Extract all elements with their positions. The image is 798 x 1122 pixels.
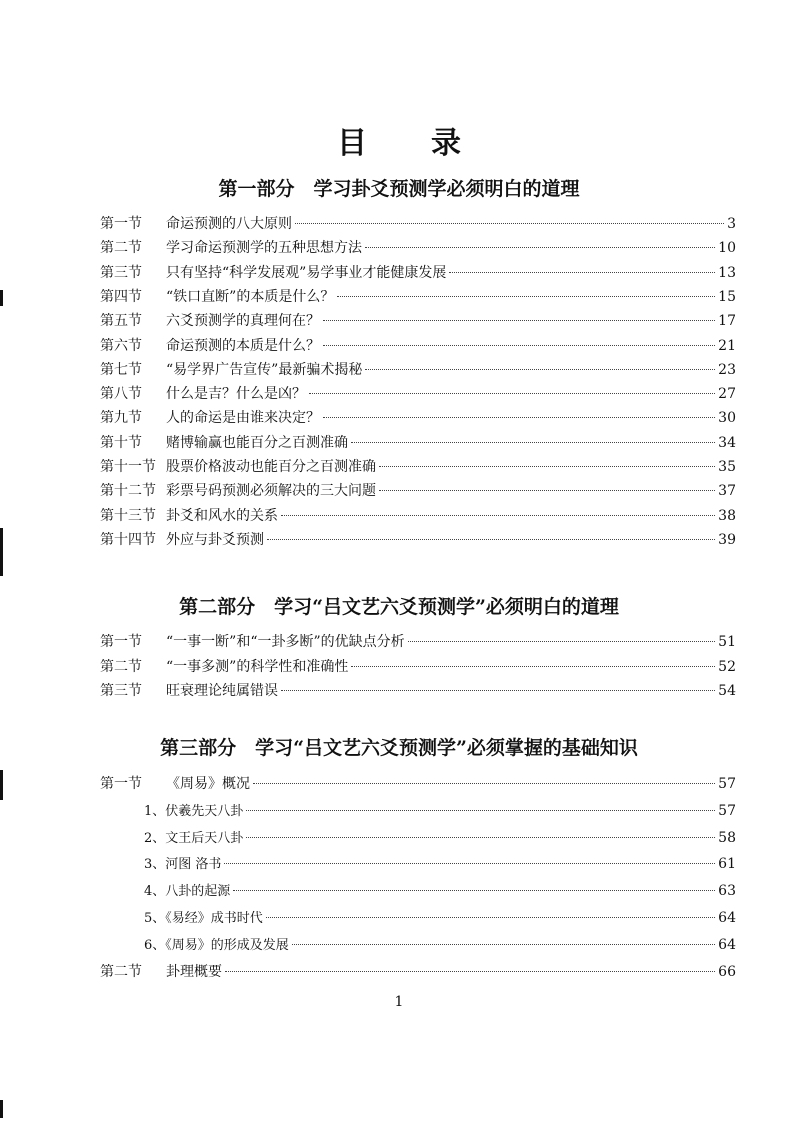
- dot-leader: [351, 442, 715, 443]
- dot-leader: [337, 296, 715, 297]
- toc-entry-title: 3、河图 洛书: [144, 857, 222, 873]
- toc-entry-title: 1、伏羲先天八卦: [144, 803, 244, 819]
- toc-page-number: 57: [718, 802, 736, 819]
- dot-leader: [233, 890, 715, 891]
- toc-page-number: 58: [718, 829, 736, 846]
- toc-entry: [144, 934, 736, 956]
- dot-leader: [225, 971, 715, 972]
- toc-section-label: 第三节: [100, 264, 142, 281]
- dot-leader: [323, 345, 715, 346]
- dot-leader: [266, 917, 715, 918]
- toc-page-number: 54: [718, 683, 736, 699]
- toc-section-label: 第二节: [100, 240, 142, 257]
- toc-entry-title: 股票价格波动也能百分之百测准确: [166, 459, 376, 475]
- toc-section-label: 第三节: [100, 683, 142, 699]
- part-2-title: 第二部分 学习“吕文艺六爻预测学”必须明白的道理: [179, 596, 619, 618]
- toc-section-label: 第十二节: [100, 483, 156, 500]
- toc-entry-title: 旺衰理论纯属错误: [166, 683, 278, 699]
- page-number: 1: [394, 994, 404, 1010]
- scan-mark: [0, 1100, 3, 1118]
- toc-page-number: 37: [718, 483, 736, 500]
- toc-entry-title: 彩票号码预测必须解决的三大问题: [166, 483, 376, 500]
- toc-entry: [100, 631, 736, 653]
- toc-section-label: 第一节: [100, 776, 142, 792]
- dot-leader: [379, 466, 715, 467]
- page-title: 目录: [337, 126, 525, 161]
- toc-entry: [100, 773, 736, 795]
- part-3-title: 第三部分 学习“吕文艺六爻预测学”必须掌握的基础知识: [160, 737, 638, 759]
- toc-page-number: 63: [718, 883, 736, 900]
- toc-page-number: 30: [718, 410, 736, 427]
- toc-entry: [100, 432, 736, 454]
- dot-leader: [224, 863, 715, 864]
- toc-entry-title: 六爻预测学的真理何在？: [166, 313, 320, 330]
- toc-entry: [100, 656, 736, 678]
- toc-entry-title: 学习命运预测学的五种思想方法: [166, 240, 362, 257]
- toc-section-label: 第四节: [100, 288, 142, 305]
- dot-leader: [295, 223, 724, 224]
- toc-entry-title: 卦理概要: [166, 963, 222, 980]
- dot-leader: [379, 490, 715, 491]
- dot-leader: [281, 690, 715, 691]
- toc-entry: [144, 800, 736, 822]
- toc-page-number: 27: [718, 386, 736, 403]
- toc-entry: [100, 310, 736, 332]
- toc-entry: [100, 505, 736, 527]
- toc-entry-title: 赌博输赢也能百分之百测准确: [166, 434, 348, 451]
- dot-leader: [323, 320, 715, 321]
- toc-entry: [100, 407, 736, 429]
- dot-leader: [309, 393, 715, 394]
- toc-entry: [100, 961, 736, 983]
- toc-section-label: 第五节: [100, 313, 142, 330]
- toc-entry: [100, 262, 736, 284]
- part-1-title: 第一部分 学习卦爻预测学必须明白的道理: [218, 178, 580, 200]
- toc-section-label: 第一节: [100, 216, 142, 232]
- dot-leader: [253, 783, 715, 784]
- toc-entry-title: 6、《周易》的形成及发展: [144, 937, 289, 953]
- toc-entry-title: 外应与卦爻预测: [166, 531, 264, 548]
- dot-leader: [246, 837, 715, 838]
- toc-page-number: 51: [718, 634, 736, 650]
- scan-mark: [0, 528, 3, 576]
- toc-page-number: 23: [718, 361, 736, 378]
- toc-entry-title: 人的命运是由谁来决定？: [166, 410, 320, 427]
- toc-entry: [144, 880, 736, 902]
- toc-section-label: 第九节: [100, 410, 142, 427]
- toc-page-number: 61: [718, 856, 736, 873]
- toc-page-number: 13: [718, 264, 736, 281]
- dot-leader: [449, 272, 715, 273]
- toc-entry: [100, 213, 736, 235]
- toc-entry: [100, 359, 736, 381]
- toc-entry: [100, 680, 736, 702]
- toc-entry: [100, 456, 736, 478]
- toc-entry: [100, 383, 736, 405]
- dot-leader: [292, 944, 715, 945]
- dot-leader: [281, 515, 715, 516]
- toc-entry: [144, 853, 736, 875]
- toc-page-number: 66: [718, 963, 736, 980]
- toc-entry: [100, 286, 736, 308]
- toc-section-label: 第二节: [100, 658, 142, 675]
- toc-entry: [144, 907, 736, 929]
- toc-entry: [100, 529, 736, 551]
- toc-entry-title: “一事多测”的科学性和准确性: [166, 658, 349, 675]
- toc-entry-title: 只有坚持“科学发展观”易学事业才能健康发展: [166, 264, 447, 281]
- toc-section-label: 第八节: [100, 386, 142, 403]
- toc-entry-title: 4、八卦的起源: [144, 884, 231, 900]
- dot-leader: [365, 247, 715, 248]
- toc-page-number: 57: [718, 776, 736, 792]
- toc-section-label: 第十三节: [100, 507, 156, 524]
- dot-leader: [351, 666, 715, 667]
- toc-entry-title: 命运预测的本质是什么？: [166, 337, 320, 354]
- toc-section-label: 第十节: [100, 434, 142, 451]
- toc-page-number: 17: [718, 313, 736, 330]
- toc-entry-title: 卦爻和风水的关系: [166, 507, 278, 524]
- toc-page-number: 39: [718, 531, 736, 548]
- dot-leader: [408, 641, 716, 642]
- toc-entry: [144, 827, 736, 849]
- toc-page-number: 34: [718, 434, 736, 451]
- toc-entry: [100, 237, 736, 259]
- toc-section-label: 第十四节: [100, 531, 156, 548]
- toc-section-label: 第七节: [100, 361, 142, 378]
- toc-page-number: 52: [718, 658, 736, 675]
- toc-page-number: 3: [727, 216, 736, 232]
- toc-section-label: 第二节: [100, 963, 142, 980]
- toc-entry-title: 2、文王后天八卦: [144, 830, 244, 846]
- toc-page-number: 38: [718, 507, 736, 524]
- toc-page-number: 64: [718, 910, 736, 926]
- toc-entry-title: 命运预测的八大原则: [166, 216, 292, 232]
- toc-page-number: 10: [718, 240, 736, 257]
- toc-entry-title: 5、《易经》成书时代: [144, 911, 263, 926]
- toc-page-number: 35: [718, 459, 736, 475]
- dot-leader: [365, 369, 715, 370]
- toc-entry-title: 《周易》概况: [166, 776, 250, 792]
- dot-leader: [246, 810, 715, 811]
- dot-leader: [323, 417, 715, 418]
- toc-section-label: 第六节: [100, 337, 142, 354]
- toc-page-number: 21: [718, 337, 736, 354]
- toc-entry: [100, 335, 736, 357]
- dot-leader: [267, 539, 715, 540]
- toc-section-label: 第一节: [100, 634, 142, 650]
- toc-entry-title: “易学界广告宣传”最新骗术揭秘: [166, 361, 363, 378]
- toc-section-label: 第十一节: [100, 459, 156, 475]
- toc-entry-title: “一事一断”和“一卦多断”的优缺点分析: [166, 634, 405, 650]
- scan-mark: [0, 290, 3, 306]
- scan-mark: [0, 770, 3, 800]
- toc-entry: [100, 480, 736, 502]
- toc-page-number: 15: [718, 288, 736, 305]
- toc-entry-title: 什么是吉？什么是凶？: [166, 386, 306, 403]
- toc-entry-title: “铁口直断”的本质是什么？: [166, 288, 335, 305]
- toc-page-number: 64: [718, 936, 736, 953]
